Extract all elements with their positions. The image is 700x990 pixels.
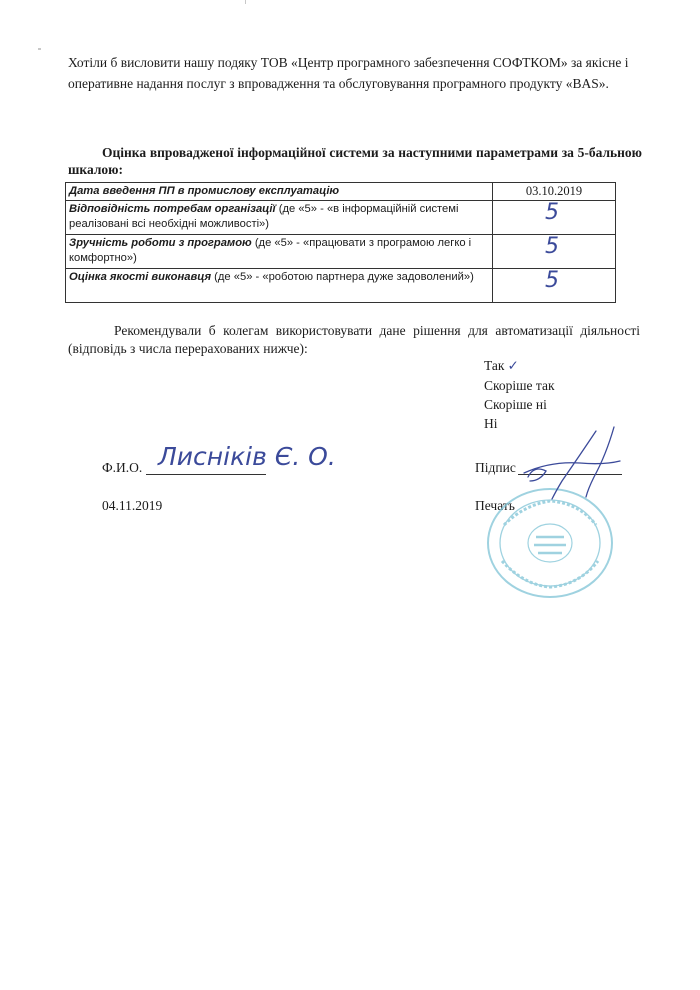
- table-row: [66, 201, 616, 235]
- assessment-table: [65, 182, 616, 303]
- handwritten-score: 5: [545, 200, 559, 225]
- assessment-heading: Оцінка впровадженої інформаційної системи за наступними параметрами за 5-бальною шкалою:: [68, 145, 642, 177]
- row-score-cell: [493, 269, 616, 303]
- handwritten-score: 5: [545, 234, 559, 259]
- table-row: [66, 269, 616, 303]
- option-yes: Так ✓: [484, 358, 519, 374]
- table-row: [66, 235, 616, 269]
- row-label: Оцінка якості виконавця (де «5» - «роботою партнера дуже задоволений»): [66, 269, 493, 303]
- checkmark-icon: ✓: [507, 358, 519, 374]
- handwritten-signature-icon: [510, 425, 625, 505]
- document-date: 04.11.2019: [102, 498, 163, 513]
- option-no: Ні: [484, 416, 498, 431]
- signature-label: Підпис: [475, 460, 516, 475]
- handwritten-name: Лисніків Є. О.: [158, 442, 336, 471]
- row-label: Дата введення ПП в промислову експлуатацію: [66, 183, 493, 201]
- recommendation-paragraph: Рекомендували б колегам використовувати дане рішення для автоматизації діяльності (відповідь з числа перерахованих нижче):: [68, 323, 640, 356]
- scan-mark: [245, 0, 246, 4]
- fio-underline: [146, 474, 266, 475]
- option-rather-yes: Скоріше так: [484, 378, 555, 393]
- handwritten-score: 5: [545, 268, 559, 293]
- recommendation-options: [484, 356, 555, 433]
- fio-label: Ф.И.О.: [102, 460, 143, 475]
- stamp-label: Печать: [475, 498, 515, 513]
- row-label: Відповідність потребам організації (де «5» - «в інформаційній системі реалізовані всі необхідні можливості»): [66, 201, 493, 235]
- row-value: 03.10.2019: [493, 183, 616, 201]
- row-score-cell: [493, 235, 616, 269]
- table-row: [66, 183, 616, 201]
- row-score-cell: [493, 201, 616, 235]
- gratitude-paragraph: Хотіли б висловити нашу подяку ТОВ «Центр програмного забезпечення СОФТКОМ» за якісне і оперативне надання послуг з впровадження та обслуговування програмного продукту «BAS».: [68, 55, 629, 91]
- option-rather-no: Скоріше ні: [484, 397, 547, 412]
- row-label: Зручність роботи з програмою (де «5» - «працювати з програмою легко і комфортно»): [66, 235, 493, 269]
- scan-mark: [38, 48, 41, 50]
